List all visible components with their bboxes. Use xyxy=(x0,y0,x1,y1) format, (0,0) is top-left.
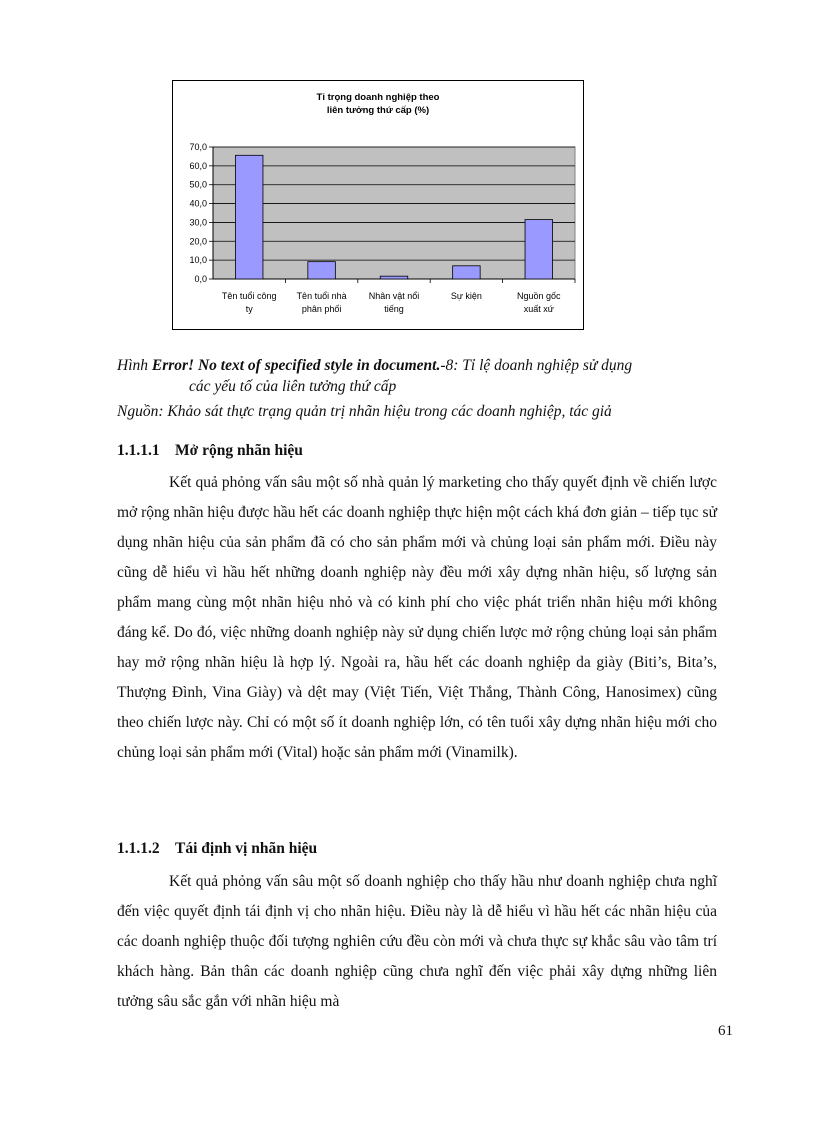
caption-error: Error! No text of specified style in document. xyxy=(151,357,441,374)
section-number-1: 1.1.1.1 xyxy=(117,442,160,459)
section-title-1: Mở rộng nhãn hiệu xyxy=(175,442,303,459)
caption-suffix: -8: Tỉ lệ doanh nghiệp sử dụng xyxy=(440,357,633,374)
y-tick-label: 50,0 xyxy=(189,179,207,190)
x-tick-label: tiếng xyxy=(384,304,404,314)
y-tick-label: 60,0 xyxy=(189,160,207,171)
x-tick-label: phân phối xyxy=(301,304,342,314)
section-body-1: Kết quả phỏng vấn sâu một số nhà quản lý marketing cho thấy quyết định về chiến lược mở rộng nhãn hiệu được hầu hết các doanh nghiệp thực hiện một cách khá đơn giản – tiếp tục sử dụng nhãn hiệu của sản phẩm đã có cho sản phẩm mới và chủng loại sản phẩm mới. Điều này cũng dễ hiểu vì hầu hết những doanh nghiệp này đều mới xây dựng nhãn hiệu, số lượng sản phẩm mang cùng một nhãn hiệu nhỏ và có kinh phí cho việc phát triển nhãn hiệu mới không đáng kể. Do đó, việc những doanh nghiệp này sử dụng chiến lược mở rộng chủng loại sản phẩm hay mở rộng nhãn hiệu là hợp lý. Ngoài ra, hầu hết các doanh nghiệp da giày (Biti’s, Bita’s, Thượng Đình, Vina Giày) và dệt may (Việt Tiến, Việt Thắng, Thành Công, Hanosimex) cũng theo chiến lược này. Chỉ có một số ít doanh nghiệp lớn, có tên tuổi xây dựng nhãn hiệu mới cho chủng loại sản phẩm mới (Vital) hoặc sản phẩm mới (Vinamilk). xyxy=(117,474,717,761)
y-tick-label: 30,0 xyxy=(189,217,207,228)
section-heading-2 xyxy=(117,840,317,858)
x-tick-label: Sự kiện xyxy=(450,291,482,301)
x-tick-label: Tên tuổi nhà xyxy=(296,291,347,301)
y-tick-label: 20,0 xyxy=(189,236,207,247)
section-number-2: 1.1.1.2 xyxy=(117,840,160,857)
x-tick-label: xuất xứ xyxy=(523,304,554,314)
y-tick-label: 10,0 xyxy=(189,255,207,266)
bar xyxy=(308,262,336,279)
chart-title-line: liên tưởng thứ cấp (%) xyxy=(326,105,430,116)
y-tick-label: 0,0 xyxy=(194,274,207,284)
plot-area xyxy=(213,147,575,279)
y-tick-label: 70,0 xyxy=(189,142,207,152)
chart-title-line: Tỉ trọng doanh nghiệp theo xyxy=(316,92,440,103)
bar xyxy=(235,155,263,279)
caption-line2: các yếu tố của liên tưởng thứ cấp xyxy=(189,378,397,395)
bar xyxy=(525,220,553,279)
caption-prefix: Hình xyxy=(117,357,152,374)
figure-caption xyxy=(117,355,737,397)
figure-source: Nguồn: Khảo sát thực trạng quản trị nhãn hiệu trong các doanh nghiệp, tác giả xyxy=(117,403,612,420)
bar xyxy=(380,276,408,279)
x-tick-label: Nhân vật nổi xyxy=(368,291,420,301)
page-number: 61 xyxy=(718,1023,733,1039)
section-body-2: Kết quả phỏng vấn sâu một số doanh nghiệp cho thấy hầu như doanh nghiệp chưa nghĩ đến việc quyết định tái định vị cho nhãn hiệu. Điều này là dễ hiểu vì hầu hết các nhãn hiệu của các doanh nghiệp thuộc đối tượng nghiên cứu đều còn mới và chưa thực sự khắc sâu vào tâm trí khách hàng. Bản thân các doanh nghiệp cũng chưa nghĩ đến việc phải xây dựng những liên tưởng sâu sắc gắn với nhãn hiệu mà xyxy=(117,873,717,1010)
x-tick-label: ty xyxy=(245,304,253,314)
bar xyxy=(453,266,481,279)
x-tick-label: Nguồn gốc xyxy=(517,291,561,301)
chart-frame xyxy=(172,80,584,330)
x-tick-label: Tên tuổi công xyxy=(221,291,277,301)
section-title-2: Tái định vị nhãn hiệu xyxy=(175,840,318,857)
y-tick-label: 40,0 xyxy=(189,198,207,209)
bar-chart xyxy=(173,81,583,329)
section-heading-1 xyxy=(117,442,303,460)
